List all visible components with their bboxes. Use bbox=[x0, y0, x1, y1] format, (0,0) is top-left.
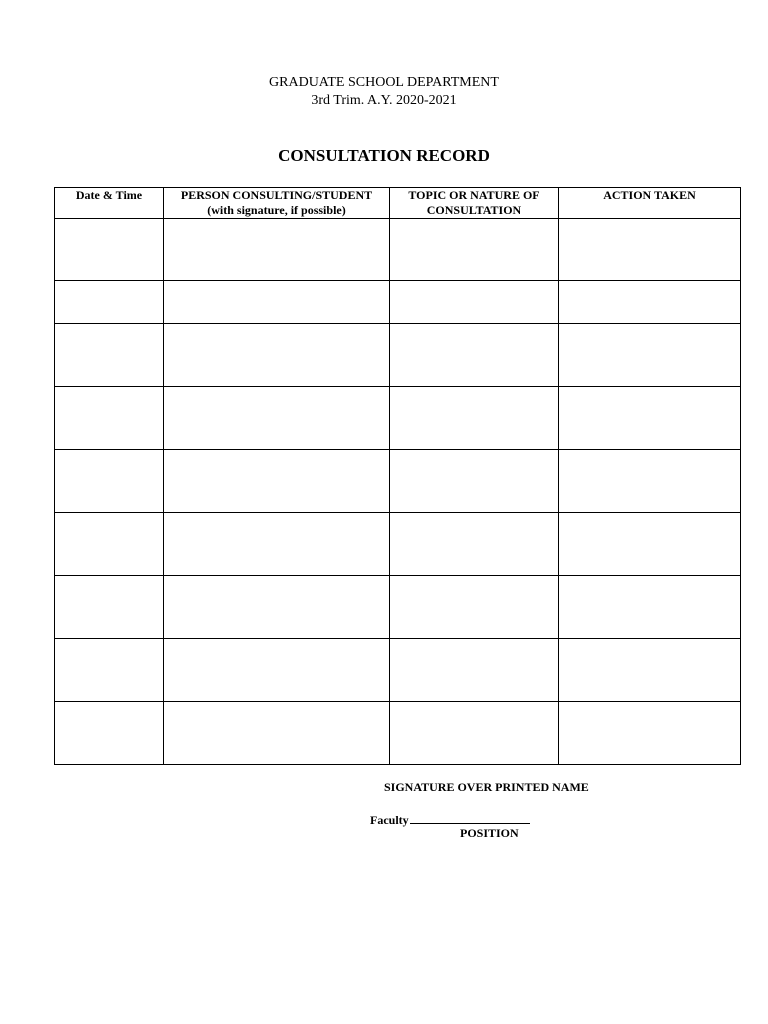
table-row bbox=[55, 324, 741, 387]
column-header-3 bbox=[559, 188, 741, 219]
table-cell[interactable] bbox=[55, 219, 164, 281]
column-header-line: ACTION TAKEN bbox=[603, 188, 696, 202]
table-cell[interactable] bbox=[559, 702, 741, 765]
table-cell[interactable] bbox=[164, 219, 390, 281]
table-cell[interactable] bbox=[390, 702, 559, 765]
table-cell[interactable] bbox=[559, 450, 741, 513]
table-cell[interactable] bbox=[55, 702, 164, 765]
table-cell[interactable] bbox=[164, 324, 390, 387]
table-cell[interactable] bbox=[559, 219, 741, 281]
faculty-line-row bbox=[370, 811, 530, 827]
table-cell[interactable] bbox=[164, 450, 390, 513]
position-label: POSITION bbox=[460, 826, 519, 840]
table-row bbox=[55, 281, 741, 324]
table-row bbox=[55, 387, 741, 450]
table-cell[interactable] bbox=[55, 450, 164, 513]
column-header-line: Date & Time bbox=[75, 188, 143, 202]
table-header-row bbox=[55, 188, 741, 219]
table-cell[interactable] bbox=[164, 387, 390, 450]
table-cell[interactable] bbox=[55, 281, 164, 324]
table-cell[interactable] bbox=[559, 281, 741, 324]
table-row bbox=[55, 219, 741, 281]
table-cell[interactable] bbox=[55, 324, 164, 387]
table-row bbox=[55, 702, 741, 765]
column-header-0 bbox=[55, 188, 164, 219]
table-cell[interactable] bbox=[390, 281, 559, 324]
column-header-2 bbox=[390, 188, 559, 219]
table-cell[interactable] bbox=[390, 513, 559, 576]
table-cell[interactable] bbox=[55, 513, 164, 576]
table-cell[interactable] bbox=[390, 387, 559, 450]
column-header-line: (with signature, if possible) bbox=[207, 203, 346, 217]
table-body bbox=[55, 219, 741, 765]
table-row bbox=[55, 513, 741, 576]
table-cell[interactable] bbox=[559, 387, 741, 450]
table-header bbox=[55, 188, 741, 219]
table-row bbox=[55, 576, 741, 639]
table-cell[interactable] bbox=[559, 576, 741, 639]
table-cell[interactable] bbox=[390, 324, 559, 387]
faculty-signature-line bbox=[410, 811, 530, 824]
table-cell[interactable] bbox=[164, 639, 390, 702]
table-cell[interactable] bbox=[390, 219, 559, 281]
table-cell[interactable] bbox=[164, 576, 390, 639]
consultation-table bbox=[54, 187, 741, 765]
table-cell[interactable] bbox=[55, 576, 164, 639]
table-cell[interactable] bbox=[164, 281, 390, 324]
table-cell[interactable] bbox=[55, 639, 164, 702]
table-cell[interactable] bbox=[55, 387, 164, 450]
table-cell[interactable] bbox=[559, 324, 741, 387]
column-header-line: PERSON CONSULTING/STUDENT bbox=[180, 188, 373, 202]
table-cell[interactable] bbox=[164, 513, 390, 576]
signature-label: SIGNATURE OVER PRINTED NAME bbox=[384, 780, 589, 794]
table-cell[interactable] bbox=[390, 576, 559, 639]
faculty-label: Faculty bbox=[370, 813, 409, 827]
table-cell[interactable] bbox=[390, 639, 559, 702]
table-cell[interactable] bbox=[164, 702, 390, 765]
column-header-line: CONSULTATION bbox=[426, 203, 522, 217]
table-cell[interactable] bbox=[559, 513, 741, 576]
column-header-1 bbox=[164, 188, 390, 219]
document-title: CONSULTATION RECORD bbox=[278, 146, 490, 165]
table-row bbox=[55, 639, 741, 702]
table-cell[interactable] bbox=[559, 639, 741, 702]
column-header-line: TOPIC OR NATURE OF bbox=[408, 188, 540, 202]
table-cell[interactable] bbox=[390, 450, 559, 513]
term-heading: 3rd Trim. A.Y. 2020-2021 bbox=[311, 93, 457, 108]
department-heading: GRADUATE SCHOOL DEPARTMENT bbox=[269, 75, 499, 90]
table-row bbox=[55, 450, 741, 513]
